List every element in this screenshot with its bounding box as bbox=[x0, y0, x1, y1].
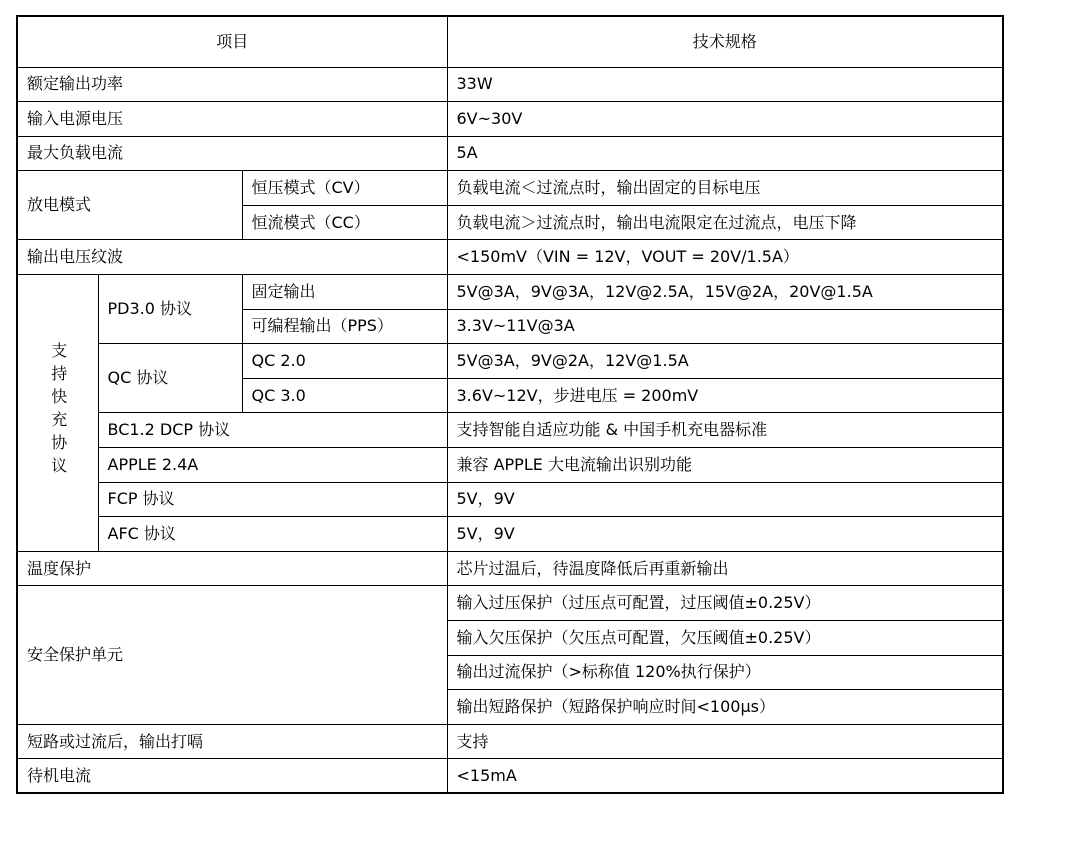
cv-mode-label: 恒压模式（CV） bbox=[242, 171, 447, 206]
temp-protection-label: 温度保护 bbox=[17, 551, 447, 586]
table-row bbox=[17, 413, 1003, 448]
temp-protection-value: 芯片过温后，待温度降低后再重新输出 bbox=[447, 551, 1003, 586]
ripple-value: <150mV（VIN = 12V，VOUT = 20V/1.5A） bbox=[447, 240, 1003, 275]
pd-protocol-label: PD3.0 协议 bbox=[98, 275, 242, 344]
fast-charge-label-text: 支持快充协议 bbox=[48, 341, 68, 480]
standby-current-label: 待机电流 bbox=[17, 759, 447, 794]
input-voltage-value: 6V~30V bbox=[447, 102, 1003, 137]
spec-table bbox=[16, 15, 1004, 794]
table-row bbox=[17, 759, 1003, 794]
table-row bbox=[17, 240, 1003, 275]
table-row bbox=[17, 448, 1003, 483]
hiccup-label: 短路或过流后，输出打嗝 bbox=[17, 724, 447, 759]
afc-value: 5V，9V bbox=[447, 517, 1003, 552]
max-load-current-label: 最大负载电流 bbox=[17, 136, 447, 171]
header-spec: 技术规格 bbox=[447, 16, 1003, 67]
fcp-value: 5V，9V bbox=[447, 482, 1003, 517]
fcp-label: FCP 协议 bbox=[98, 482, 447, 517]
pd-pps-value: 3.3V~11V@3A bbox=[447, 309, 1003, 344]
fast-charge-group-label bbox=[17, 275, 98, 552]
cc-mode-label: 恒流模式（CC） bbox=[242, 205, 447, 240]
input-voltage-label: 输入电源电压 bbox=[17, 102, 447, 137]
table-row bbox=[17, 551, 1003, 586]
safety-item: 输入欠压保护（欠压点可配置，欠压阈值±0.25V） bbox=[447, 621, 1003, 656]
ripple-label: 输出电压纹波 bbox=[17, 240, 447, 275]
rated-power-value: 33W bbox=[447, 67, 1003, 102]
rated-power-label: 额定输出功率 bbox=[17, 67, 447, 102]
discharge-mode-label: 放电模式 bbox=[17, 171, 242, 240]
table-row bbox=[17, 136, 1003, 171]
cc-mode-value: 负载电流＞过流点时，输出电流限定在过流点，电压下降 bbox=[447, 205, 1003, 240]
table-row bbox=[17, 171, 1003, 206]
qc-protocol-label: QC 协议 bbox=[98, 344, 242, 413]
header-row bbox=[17, 16, 1003, 67]
qc3-label: QC 3.0 bbox=[242, 378, 447, 413]
table-row bbox=[17, 482, 1003, 517]
pd-pps-label: 可编程输出（PPS） bbox=[242, 309, 447, 344]
qc2-value: 5V@3A，9V@2A，12V@1.5A bbox=[447, 344, 1003, 379]
standby-current-value: <15mA bbox=[447, 759, 1003, 794]
pd-fixed-label: 固定输出 bbox=[242, 275, 447, 310]
bc12-label: BC1.2 DCP 协议 bbox=[98, 413, 447, 448]
table-row bbox=[17, 586, 1003, 621]
hiccup-value: 支持 bbox=[447, 724, 1003, 759]
table-row bbox=[17, 724, 1003, 759]
bc12-value: 支持智能自适应功能 & 中国手机充电器标准 bbox=[447, 413, 1003, 448]
header-item: 项目 bbox=[17, 16, 447, 67]
table-row bbox=[17, 275, 1003, 310]
afc-label: AFC 协议 bbox=[98, 517, 447, 552]
pd-fixed-value: 5V@3A，9V@3A，12V@2.5A，15V@2A，20V@1.5A bbox=[447, 275, 1003, 310]
safety-item: 输出过流保护（>标称值 120%执行保护） bbox=[447, 655, 1003, 690]
safety-item: 输入过压保护（过压点可配置，过压阈值±0.25V） bbox=[447, 586, 1003, 621]
safety-label: 安全保护单元 bbox=[17, 586, 447, 724]
table-row bbox=[17, 517, 1003, 552]
apple-label: APPLE 2.4A bbox=[98, 448, 447, 483]
table-row bbox=[17, 344, 1003, 379]
table-row bbox=[17, 102, 1003, 137]
apple-value: 兼容 APPLE 大电流输出识别功能 bbox=[447, 448, 1003, 483]
qc3-value: 3.6V~12V，步进电压 = 200mV bbox=[447, 378, 1003, 413]
qc2-label: QC 2.0 bbox=[242, 344, 447, 379]
table-row bbox=[17, 67, 1003, 102]
safety-item: 输出短路保护（短路保护响应时间<100μs） bbox=[447, 690, 1003, 725]
cv-mode-value: 负载电流＜过流点时，输出固定的目标电压 bbox=[447, 171, 1003, 206]
max-load-current-value: 5A bbox=[447, 136, 1003, 171]
